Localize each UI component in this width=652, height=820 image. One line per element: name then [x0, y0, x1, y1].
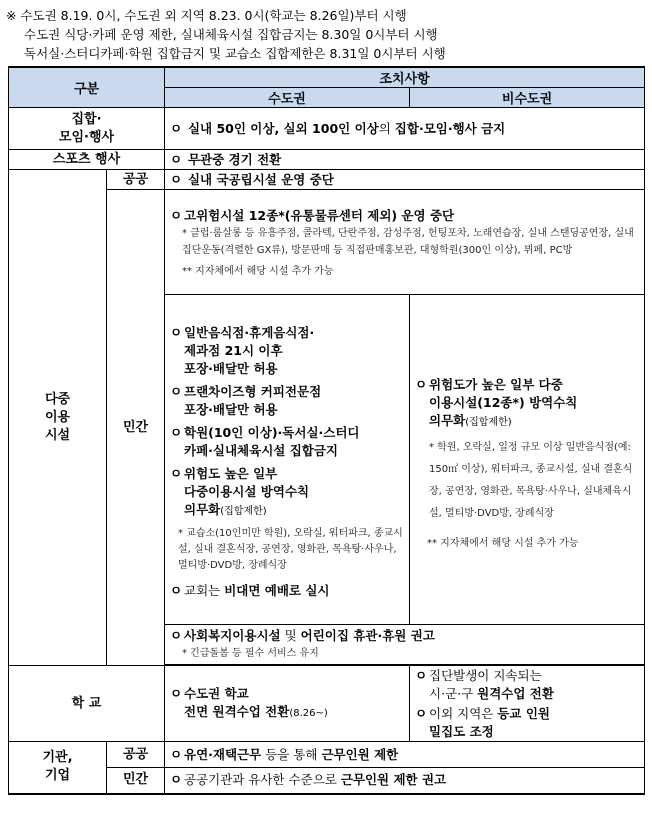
bullet: ㅇ [170, 465, 183, 481]
capital-item-bold: 위험도 높은 일부 다중이용시설 방역수칙 의무화 [184, 465, 310, 517]
capital-item-tail: (집합제한) [220, 505, 267, 517]
school-capital-cell [165, 666, 410, 742]
church-bold: 비대면 예배로 실시 [224, 582, 330, 598]
high-risk-cell [165, 190, 645, 295]
row-label-gathering: 집합· 모임·행사 [9, 108, 165, 150]
bullet: ㅇ [170, 171, 183, 187]
school-noncapital2-text: 이외 지역은 [429, 705, 498, 721]
high-risk-note2: ** 지자체에서 해당 시설 추가 가능 [182, 266, 334, 277]
bullet: ㅇ [415, 377, 428, 392]
capital-item-bold: 학원(10인 이상)·독서실·스터디 카페·실내체육시설 집합금지 [184, 424, 360, 458]
gathering-cell [165, 108, 645, 150]
welfare-note: * 긴급돌봄 등 필수 서비스 유지 [182, 648, 319, 659]
bullet: ㅇ [170, 383, 183, 399]
noncapital-item-tail: (집합제한) [465, 417, 512, 428]
capital-item-bold: 일반음식점·휴게음식점· 제과점 21시 이후 포장·배달만 허용 [184, 324, 315, 376]
row-label-multi: 다중 이용 시설 [9, 170, 107, 666]
row-label-sports: 스포츠 행사 [9, 150, 165, 170]
bullet: ㅇ [170, 628, 183, 643]
header-capital: 수도권 [165, 88, 410, 108]
bullet: ㅇ [170, 746, 183, 762]
church-text: 교회는 [184, 582, 225, 598]
row-label-org-public: 공공 [107, 742, 165, 768]
row-label-org-private: 민간 [107, 768, 165, 794]
row-label-school: 학 교 [9, 666, 165, 742]
org-public-bold2: 근무인원 제한 [321, 746, 399, 762]
welfare-cell [165, 625, 645, 665]
org-public-cell [165, 742, 645, 768]
sports-bold: 무관중 경기 전환 [187, 151, 282, 167]
capital-item-bold: 프랜차이즈형 커피전문점 포장·배달만 허용 [184, 383, 322, 417]
welfare-bold1: 사회복지이용시설 [184, 628, 281, 643]
notes [6, 6, 646, 63]
note-line: 수도권 식당·카페 운영 제한, 실내체육시설 집합금지는 8.30일 0시부터 시행 [24, 27, 438, 42]
org-public-mid: 등을 통해 [261, 746, 322, 762]
noncapital-note: * 학원, 오락실, 일정 규모 이상 일반음식점(예: 150㎡ 이상), 워터파크, 종교시설, 실내 결혼식장, 공연장, 영화관, 목욕탕·사우나, 실내체육시설, 멀티방·DVD방, 장례식장 [429, 442, 633, 519]
bullet: ㅇ [170, 324, 183, 340]
bullet: ㅇ [415, 705, 428, 721]
gathering-bold1: 실내 50인 이상, 실외 100인 이상 [187, 120, 379, 136]
welfare-bold2: 어린이집 휴관·휴원 권고 [300, 628, 435, 643]
school-noncapital2-bold: 등교 인원 밀집도 조정 [429, 705, 550, 739]
bullet: ㅇ [170, 151, 183, 167]
row-label-private: 민간 [107, 190, 165, 666]
org-private-cell [165, 768, 645, 794]
school-capital-bold: 수도권 학교 전면 원격수업 전환 [184, 685, 290, 719]
measures-table [8, 66, 645, 795]
noncapital-private-cell [410, 295, 645, 625]
school-capital-tail: (8.26~) [289, 707, 328, 719]
header-noncapital: 비수도권 [410, 88, 645, 108]
public-bold: 실내 국공립시설 운영 중단 [187, 171, 334, 187]
capital-item [170, 465, 404, 521]
bullet: ㅇ [415, 667, 428, 683]
capital-item [170, 383, 404, 419]
capital-item [170, 424, 404, 460]
bullet: ㅇ [170, 582, 183, 598]
high-risk-note: * 클럽·룸살롱 등 유흥주점, 콜라텍, 단란주점, 감성주점, 헌팅포차, 노래연습장, 실내 스탠딩공연장, 실내집단운동(격렬한 GX류), 방문판매 등 직접판매홍보관, 대형학원(300인 이상), 뷔페, PC방 [182, 228, 634, 256]
school-noncapital-cell [410, 666, 645, 742]
school-noncapital1-bold: 원격수업 전환 [477, 685, 554, 701]
capital-note: * 교습소(10인미만 학원), 오락실, 워터파크, 종교시설, 실내 결혼식장, 공연장, 영화관, 목욕탕·사우나, 멀티방·DVD방, 장례식장 [178, 527, 403, 571]
bullet: ㅇ [170, 685, 183, 701]
noncapital-item [415, 376, 639, 432]
capital-item [170, 324, 404, 378]
bullet: ㅇ [170, 772, 183, 788]
note-line: ※ 수도권 8.19. 0시, 수도권 외 지역 8.23. 0시(학교는 8.26일)부터 시행 [6, 8, 407, 23]
header-measures: 조치사항 [165, 67, 645, 88]
gathering-bold2: 집합·모임·행사 금지 [394, 120, 506, 136]
noncapital-item-bold: 위험도가 높은 일부 다중 이용시설(12종*) 방역수칙 의무화 [429, 377, 578, 428]
school-noncapital1-text: 집단발생이 지속되는 시·군·구 [429, 667, 542, 701]
bullet: ㅇ [170, 424, 183, 440]
org-public-bold1: 유연·재택근무 [184, 746, 262, 762]
org-private-text: 공공기관과 유사한 수준으로 [184, 772, 341, 788]
capital-private-cell [165, 295, 410, 625]
noncapital-note2: ** 지자체에서 해당 시설 추가 가능 [427, 538, 579, 549]
sports-cell [165, 150, 645, 170]
welfare-mid: 및 [280, 628, 301, 643]
gathering-mid: 의 [378, 120, 395, 136]
public-cell [165, 170, 645, 190]
header-gubun: 구분 [9, 67, 165, 108]
note-line: 독서실·스터디카페·학원 집합금지 및 교습소 집합제한은 8.31일 0시부터 시행 [24, 46, 446, 61]
row-label-public: 공공 [107, 170, 165, 190]
org-private-bold: 근무인원 제한 권고 [340, 772, 447, 788]
bullet: ㅇ [170, 120, 183, 136]
high-risk-bold: 고위험시설 12종*(유통물류센터 제외) 운영 중단 [184, 208, 455, 223]
bullet: ㅇ [170, 208, 183, 223]
row-label-org: 기관, 기업 [9, 742, 107, 794]
church-item [170, 582, 404, 600]
